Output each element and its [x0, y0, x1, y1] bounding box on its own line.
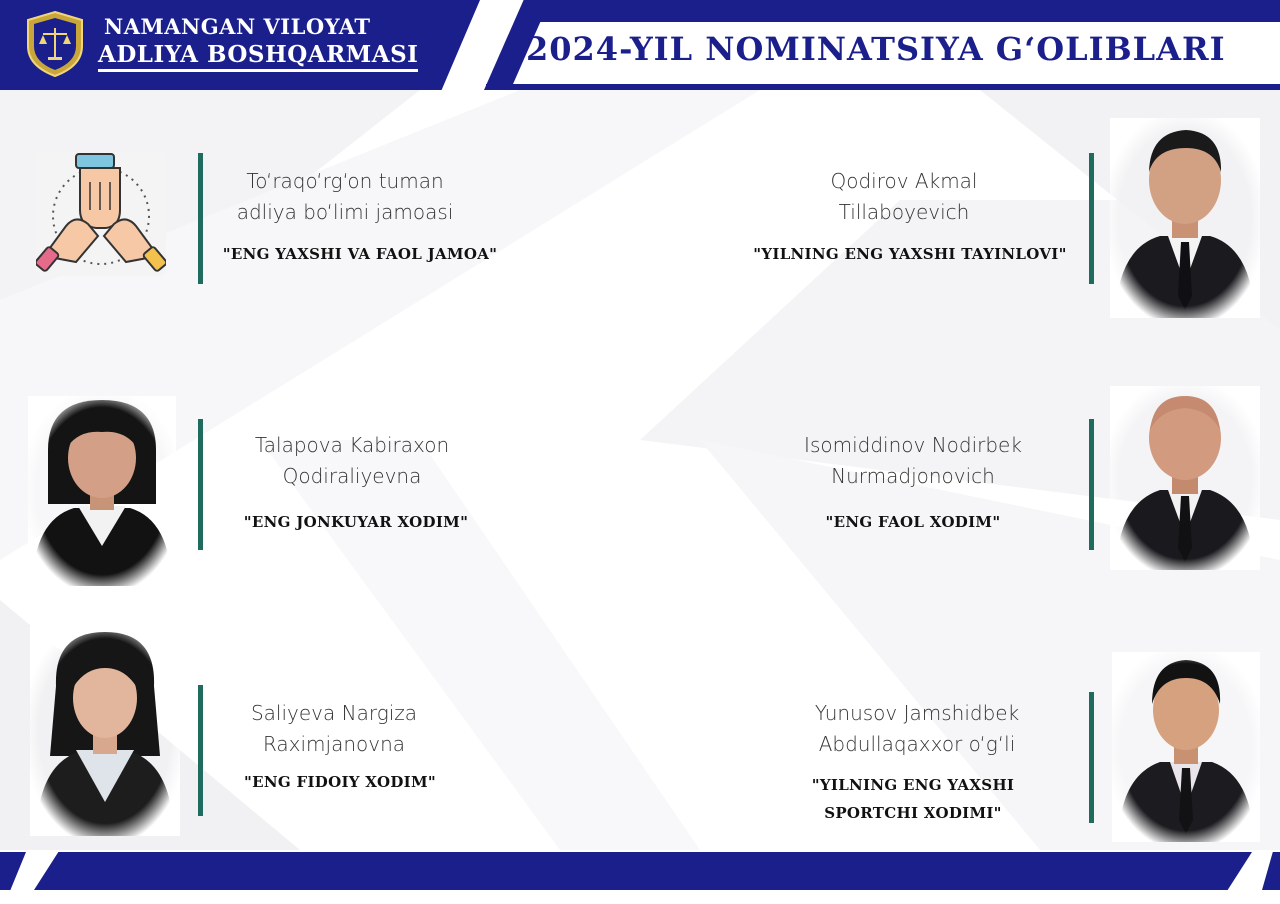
accent-bar	[198, 685, 203, 816]
justice-emblem-icon	[24, 10, 86, 78]
winner-name-line2: Tillaboyevich	[838, 200, 970, 224]
accent-bar	[198, 419, 203, 550]
nomination-line1: "ENG JONKUYAR XODIM"	[243, 513, 469, 531]
nomination-title	[760, 508, 1066, 536]
nomination-line2: SPORTCHI XODIMI"	[824, 804, 1002, 822]
winner-name-line1: To‘raqo‘rg‘on tuman	[246, 169, 444, 193]
nomination-title	[732, 240, 1088, 268]
organization-region: NAMANGAN VILOYAT	[104, 14, 371, 39]
portrait-talapova	[28, 396, 176, 586]
winner-name-line2: Raximjanovna	[262, 732, 406, 756]
winner-name-line1: Yunusov Jamshidbek	[814, 701, 1020, 725]
winner-name-line1: Talapova Kabiraxon	[254, 433, 450, 457]
header-top-stripe	[540, 0, 1280, 22]
winner-name-line2: Qodiraliyevna	[282, 464, 422, 488]
footer-bar	[34, 852, 1252, 890]
winner-name	[770, 166, 1038, 228]
winner-name-line1: Qodirov Akmal	[830, 169, 978, 193]
winner-name	[776, 698, 1058, 760]
winner-name	[772, 430, 1054, 492]
winner-name-line2: adliya bo‘limi jamoasi	[236, 200, 454, 224]
portrait-yunusov	[1112, 652, 1260, 842]
organization-name	[98, 14, 458, 72]
winner-name	[214, 430, 490, 492]
portrait-saliyeva	[30, 626, 180, 836]
organization-department: ADLIYA BOSHQARMASI	[98, 41, 418, 72]
nomination-line1: "YILNING ENG YAXSHI TAYINLOVI"	[753, 245, 1067, 263]
accent-bar	[1089, 153, 1094, 284]
header-banner	[0, 0, 1280, 90]
nomination-line1: "ENG FAOL XODIM"	[825, 513, 1001, 531]
winner-name-line1: Isomiddinov Nodirbek	[804, 433, 1022, 457]
nomination-line1: "YILNING ENG YAXSHI	[811, 776, 1015, 794]
nomination-line1: "ENG FIDOIY XODIM"	[244, 773, 436, 791]
nomination-title	[206, 508, 506, 536]
winner-name-line2: Nurmadjonovich	[831, 464, 995, 488]
nomination-title	[766, 771, 1060, 827]
winner-name-line1: Saliyeva Nargiza	[250, 701, 418, 725]
header-bottom-stripe	[486, 84, 1280, 90]
portrait-isomiddinov	[1110, 386, 1260, 570]
page-title: 2024-YIL NOMINATSIYA G‘OLIBLARI	[526, 30, 1226, 68]
nomination-title	[200, 240, 520, 268]
accent-bar	[1089, 692, 1094, 823]
nomination-line1: "ENG YAXSHI VA FAOL JAMOA"	[222, 245, 498, 263]
accent-bar	[1089, 419, 1094, 550]
portrait-qodirov	[1110, 118, 1260, 318]
nomination-title	[200, 768, 480, 796]
team-hands-icon	[36, 152, 166, 276]
winner-name	[204, 698, 464, 760]
winner-name	[210, 166, 480, 228]
winner-name-line2: Abdullaqaxxor o‘g‘li	[818, 732, 1016, 756]
